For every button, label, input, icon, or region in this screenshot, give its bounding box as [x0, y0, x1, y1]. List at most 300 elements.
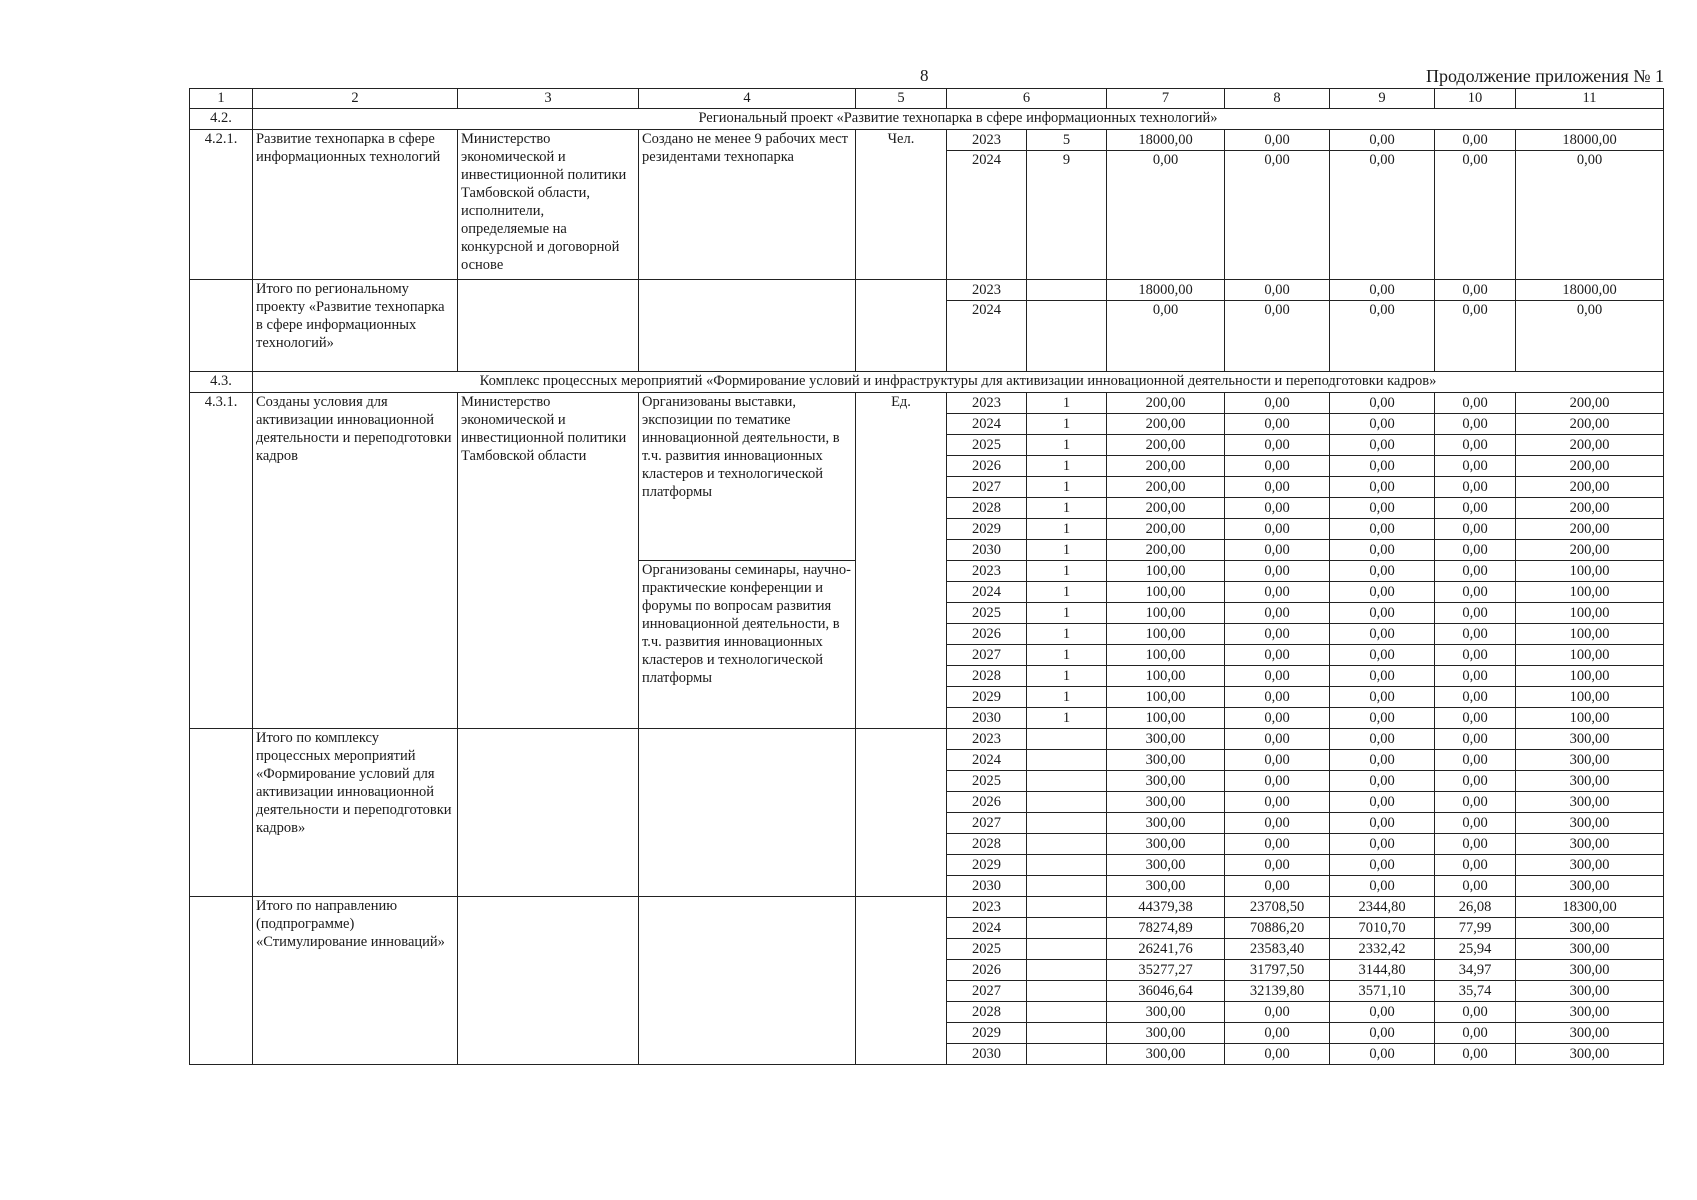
- amount-cell: 0,00: [1330, 729, 1435, 750]
- amount-cell: 0,00: [1435, 477, 1516, 498]
- header-cell: 9: [1330, 89, 1435, 109]
- amount-cell: 0,00: [1225, 414, 1330, 435]
- year-cell: 2026: [947, 960, 1027, 981]
- item-executor: Министерство экономической и инвестиционной политики Тамбовской области, исполнители, определяемые на конкурсной и договорной основе: [458, 130, 639, 280]
- amount-cell: 26,08: [1435, 897, 1516, 918]
- amount-cell: 44379,38: [1107, 897, 1225, 918]
- amount-cell: 0,00: [1225, 1023, 1330, 1044]
- indicator-value-cell: 1: [1027, 624, 1107, 645]
- amount-cell: 0,00: [1435, 280, 1516, 301]
- year-cell: 2029: [947, 1023, 1027, 1044]
- amount-cell: 0,00: [1225, 498, 1330, 519]
- year-cell: 2023: [947, 280, 1027, 301]
- year-cell: 2024: [947, 301, 1027, 372]
- amount-cell: 78274,89: [1107, 918, 1225, 939]
- indicator-value-cell: 1: [1027, 540, 1107, 561]
- year-cell: 2024: [947, 414, 1027, 435]
- amount-cell: 0,00: [1330, 151, 1435, 280]
- table-row: [190, 393, 1664, 414]
- amount-cell: 7010,70: [1330, 918, 1435, 939]
- amount-cell: 0,00: [1435, 393, 1516, 414]
- amount-cell: 300,00: [1516, 834, 1664, 855]
- amount-cell: 0,00: [1225, 130, 1330, 151]
- amount-cell: 0,00: [1225, 280, 1330, 301]
- year-cell: 2028: [947, 498, 1027, 519]
- indicator-value-cell: 9: [1027, 151, 1107, 280]
- indicator-value-cell: 1: [1027, 645, 1107, 666]
- table-row: [190, 729, 1664, 750]
- amount-cell: 300,00: [1107, 813, 1225, 834]
- indicator-value-cell: [1027, 813, 1107, 834]
- amount-cell: 0,00: [1435, 813, 1516, 834]
- amount-cell: 3571,10: [1330, 981, 1435, 1002]
- amount-cell: 0,00: [1225, 645, 1330, 666]
- amount-cell: 300,00: [1516, 750, 1664, 771]
- amount-cell: 100,00: [1107, 582, 1225, 603]
- indicator-value-cell: [1027, 918, 1107, 939]
- year-cell: 2025: [947, 771, 1027, 792]
- empty-cell: [639, 280, 856, 372]
- table-row: [190, 897, 1664, 918]
- amount-cell: 0,00: [1225, 477, 1330, 498]
- amount-cell: 23583,40: [1225, 939, 1330, 960]
- section-row: [190, 109, 1664, 130]
- amount-cell: 0,00: [1435, 1044, 1516, 1065]
- amount-cell: 0,00: [1330, 456, 1435, 477]
- empty-cell: [458, 280, 639, 372]
- header-row: [190, 89, 1664, 109]
- amount-cell: 0,00: [1435, 151, 1516, 280]
- amount-cell: 300,00: [1516, 1002, 1664, 1023]
- amount-cell: 0,00: [1435, 687, 1516, 708]
- indicator-value-cell: 1: [1027, 561, 1107, 582]
- indicator-value-cell: [1027, 855, 1107, 876]
- amount-cell: 0,00: [1435, 771, 1516, 792]
- amount-cell: 0,00: [1225, 750, 1330, 771]
- item-indicator: Организованы выставки, экспозиции по тематике инновационной деятельности, в т.ч. развития инновационных кластеров и технологической платформы: [639, 393, 856, 561]
- amount-cell: 300,00: [1516, 813, 1664, 834]
- amount-cell: 0,00: [1435, 519, 1516, 540]
- indicator-value-cell: [1027, 301, 1107, 372]
- amount-cell: 0,00: [1330, 771, 1435, 792]
- amount-cell: 0,00: [1225, 561, 1330, 582]
- amount-cell: 0,00: [1330, 435, 1435, 456]
- amount-cell: 300,00: [1107, 1002, 1225, 1023]
- amount-cell: 200,00: [1107, 435, 1225, 456]
- indicator-value-cell: [1027, 876, 1107, 897]
- header-cell: 10: [1435, 89, 1516, 109]
- amount-cell: 0,00: [1225, 708, 1330, 729]
- indicator-value-cell: 1: [1027, 477, 1107, 498]
- item-code: 4.2.1.: [190, 130, 253, 280]
- year-cell: 2029: [947, 519, 1027, 540]
- amount-cell: 0,00: [1435, 498, 1516, 519]
- indicator-value-cell: 1: [1027, 603, 1107, 624]
- amount-cell: 0,00: [1330, 834, 1435, 855]
- year-cell: 2026: [947, 624, 1027, 645]
- amount-cell: 0,00: [1435, 456, 1516, 477]
- amount-cell: 200,00: [1516, 477, 1664, 498]
- amount-cell: 18000,00: [1107, 130, 1225, 151]
- amount-cell: 100,00: [1516, 687, 1664, 708]
- amount-cell: 0,00: [1225, 666, 1330, 687]
- amount-cell: 300,00: [1107, 729, 1225, 750]
- amount-cell: 200,00: [1107, 540, 1225, 561]
- indicator-value-cell: [1027, 280, 1107, 301]
- indicator-value-cell: 1: [1027, 666, 1107, 687]
- amount-cell: 100,00: [1516, 624, 1664, 645]
- amount-cell: 18300,00: [1516, 897, 1664, 918]
- year-cell: 2030: [947, 876, 1027, 897]
- amount-cell: 18000,00: [1516, 280, 1664, 301]
- header-cell: 4: [639, 89, 856, 109]
- year-cell: 2028: [947, 666, 1027, 687]
- amount-cell: 200,00: [1107, 519, 1225, 540]
- amount-cell: 0,00: [1435, 855, 1516, 876]
- year-cell: 2027: [947, 813, 1027, 834]
- amount-cell: 200,00: [1516, 540, 1664, 561]
- indicator-value-cell: 1: [1027, 687, 1107, 708]
- amount-cell: 200,00: [1516, 519, 1664, 540]
- amount-cell: 0,00: [1330, 301, 1435, 372]
- amount-cell: 0,00: [1225, 435, 1330, 456]
- year-cell: 2023: [947, 130, 1027, 151]
- amount-cell: 300,00: [1107, 876, 1225, 897]
- indicator-value-cell: [1027, 792, 1107, 813]
- amount-cell: 200,00: [1516, 414, 1664, 435]
- amount-cell: 0,00: [1107, 151, 1225, 280]
- year-cell: 2030: [947, 540, 1027, 561]
- amount-cell: 0,00: [1225, 813, 1330, 834]
- amount-cell: 300,00: [1107, 1023, 1225, 1044]
- amount-cell: 100,00: [1516, 666, 1664, 687]
- year-cell: 2025: [947, 435, 1027, 456]
- year-cell: 2023: [947, 897, 1027, 918]
- year-cell: 2023: [947, 561, 1027, 582]
- empty-cell: [190, 729, 253, 897]
- amount-cell: 0,00: [1225, 582, 1330, 603]
- amount-cell: 0,00: [1330, 750, 1435, 771]
- amount-cell: 0,00: [1225, 855, 1330, 876]
- amount-cell: 100,00: [1107, 561, 1225, 582]
- empty-cell: [856, 280, 947, 372]
- amount-cell: 0,00: [1225, 301, 1330, 372]
- amount-cell: 300,00: [1516, 918, 1664, 939]
- item-executor: Министерство экономической и инвестиционной политики Тамбовской области: [458, 393, 639, 729]
- indicator-value-cell: [1027, 771, 1107, 792]
- year-cell: 2027: [947, 645, 1027, 666]
- amount-cell: 0,00: [1435, 750, 1516, 771]
- indicator-value-cell: [1027, 729, 1107, 750]
- amount-cell: 0,00: [1435, 645, 1516, 666]
- amount-cell: 100,00: [1516, 582, 1664, 603]
- empty-cell: [190, 897, 253, 1065]
- header-cell: 8: [1225, 89, 1330, 109]
- amount-cell: 0,00: [1225, 603, 1330, 624]
- amount-cell: 0,00: [1435, 1023, 1516, 1044]
- amount-cell: 0,00: [1330, 519, 1435, 540]
- amount-cell: 300,00: [1516, 876, 1664, 897]
- indicator-value-cell: 1: [1027, 498, 1107, 519]
- amount-cell: 0,00: [1330, 477, 1435, 498]
- amount-cell: 200,00: [1107, 393, 1225, 414]
- year-cell: 2026: [947, 456, 1027, 477]
- amount-cell: 0,00: [1435, 582, 1516, 603]
- year-cell: 2024: [947, 750, 1027, 771]
- amount-cell: 0,00: [1225, 687, 1330, 708]
- amount-cell: 36046,64: [1107, 981, 1225, 1002]
- year-cell: 2026: [947, 792, 1027, 813]
- amount-cell: 25,94: [1435, 939, 1516, 960]
- indicator-value-cell: 1: [1027, 435, 1107, 456]
- amount-cell: 0,00: [1225, 456, 1330, 477]
- amount-cell: 0,00: [1330, 855, 1435, 876]
- indicator-value-cell: [1027, 981, 1107, 1002]
- amount-cell: 300,00: [1516, 960, 1664, 981]
- amount-cell: 300,00: [1516, 792, 1664, 813]
- amount-cell: 100,00: [1516, 603, 1664, 624]
- header-cell: 3: [458, 89, 639, 109]
- amount-cell: 0,00: [1107, 301, 1225, 372]
- amount-cell: 0,00: [1435, 435, 1516, 456]
- amount-cell: 300,00: [1516, 981, 1664, 1002]
- amount-cell: 200,00: [1516, 393, 1664, 414]
- amount-cell: 2344,80: [1330, 897, 1435, 918]
- amount-cell: 200,00: [1107, 414, 1225, 435]
- indicator-value-cell: 1: [1027, 708, 1107, 729]
- amount-cell: 300,00: [1107, 834, 1225, 855]
- year-cell: 2030: [947, 708, 1027, 729]
- amount-cell: 0,00: [1330, 792, 1435, 813]
- header-cell: 7: [1107, 89, 1225, 109]
- item-name: Развитие технопарка в сфере информационных технологий: [253, 130, 458, 280]
- indicator-value-cell: 1: [1027, 456, 1107, 477]
- indicator-value-cell: [1027, 1023, 1107, 1044]
- amount-cell: 70886,20: [1225, 918, 1330, 939]
- year-cell: 2025: [947, 939, 1027, 960]
- amount-cell: 0,00: [1435, 834, 1516, 855]
- header-cell: 1: [190, 89, 253, 109]
- year-cell: 2024: [947, 918, 1027, 939]
- amount-cell: 0,00: [1516, 151, 1664, 280]
- amount-cell: 77,99: [1435, 918, 1516, 939]
- indicator-value-cell: [1027, 1044, 1107, 1065]
- amount-cell: 0,00: [1225, 519, 1330, 540]
- amount-cell: 0,00: [1225, 393, 1330, 414]
- amount-cell: 300,00: [1516, 939, 1664, 960]
- item-unit: Чел.: [856, 130, 947, 280]
- amount-cell: 0,00: [1330, 130, 1435, 151]
- item-indicator: Создано не менее 9 рабочих мест резидентами технопарка: [639, 130, 856, 280]
- year-cell: 2025: [947, 603, 1027, 624]
- amount-cell: 0,00: [1435, 792, 1516, 813]
- empty-cell: [458, 897, 639, 1065]
- amount-cell: 0,00: [1225, 540, 1330, 561]
- amount-cell: 300,00: [1107, 855, 1225, 876]
- amount-cell: 200,00: [1516, 498, 1664, 519]
- page-number: 8: [920, 66, 929, 85]
- amount-cell: 2332,42: [1330, 939, 1435, 960]
- amount-cell: 0,00: [1435, 876, 1516, 897]
- year-cell: 2027: [947, 477, 1027, 498]
- amount-cell: 300,00: [1516, 1044, 1664, 1065]
- indicator-value-cell: 5: [1027, 130, 1107, 151]
- amount-cell: 35277,27: [1107, 960, 1225, 981]
- amount-cell: 100,00: [1107, 708, 1225, 729]
- amount-cell: 0,00: [1330, 1023, 1435, 1044]
- amount-cell: 300,00: [1107, 771, 1225, 792]
- amount-cell: 0,00: [1330, 540, 1435, 561]
- header-cell: 2: [253, 89, 458, 109]
- item-unit: Ед.: [856, 393, 947, 729]
- amount-cell: 0,00: [1435, 561, 1516, 582]
- item-code: 4.3.1.: [190, 393, 253, 729]
- indicator-value-cell: 1: [1027, 519, 1107, 540]
- amount-cell: 0,00: [1330, 666, 1435, 687]
- amount-cell: 300,00: [1516, 729, 1664, 750]
- amount-cell: 0,00: [1435, 301, 1516, 372]
- header-cell: 6: [947, 89, 1107, 109]
- amount-cell: 0,00: [1435, 729, 1516, 750]
- amount-cell: 0,00: [1435, 666, 1516, 687]
- amount-cell: 18000,00: [1516, 130, 1664, 151]
- amount-cell: 0,00: [1330, 624, 1435, 645]
- amount-cell: 0,00: [1330, 708, 1435, 729]
- amount-cell: 300,00: [1516, 771, 1664, 792]
- amount-cell: 0,00: [1435, 603, 1516, 624]
- data-table: [189, 88, 1664, 1065]
- amount-cell: 0,00: [1330, 393, 1435, 414]
- amount-cell: 23708,50: [1225, 897, 1330, 918]
- amount-cell: 0,00: [1435, 414, 1516, 435]
- amount-cell: 100,00: [1107, 624, 1225, 645]
- amount-cell: 0,00: [1225, 792, 1330, 813]
- amount-cell: 0,00: [1330, 603, 1435, 624]
- amount-cell: 0,00: [1330, 1002, 1435, 1023]
- year-cell: 2029: [947, 855, 1027, 876]
- empty-cell: [639, 897, 856, 1065]
- amount-cell: 0,00: [1330, 280, 1435, 301]
- year-cell: 2027: [947, 981, 1027, 1002]
- indicator-value-cell: 1: [1027, 582, 1107, 603]
- header-cell: 11: [1516, 89, 1664, 109]
- table-row: [190, 280, 1664, 301]
- amount-cell: 300,00: [1516, 855, 1664, 876]
- indicator-value-cell: [1027, 939, 1107, 960]
- section-title: Комплекс процессных мероприятий «Формирование условий и инфраструктуры для активизации инновационной деятельности и переподготовки кадров»: [253, 372, 1664, 393]
- amount-cell: 200,00: [1516, 456, 1664, 477]
- empty-cell: [639, 729, 856, 897]
- empty-cell: [856, 897, 947, 1065]
- section-row: [190, 372, 1664, 393]
- amount-cell: 200,00: [1107, 456, 1225, 477]
- year-cell: 2028: [947, 1002, 1027, 1023]
- amount-cell: 0,00: [1225, 771, 1330, 792]
- amount-cell: 34,97: [1435, 960, 1516, 981]
- amount-cell: 0,00: [1225, 876, 1330, 897]
- amount-cell: 0,00: [1330, 498, 1435, 519]
- amount-cell: 0,00: [1330, 876, 1435, 897]
- indicator-value-cell: [1027, 750, 1107, 771]
- year-cell: 2028: [947, 834, 1027, 855]
- indicator-value-cell: [1027, 834, 1107, 855]
- amount-cell: 100,00: [1107, 645, 1225, 666]
- amount-cell: 200,00: [1516, 435, 1664, 456]
- amount-cell: 100,00: [1107, 603, 1225, 624]
- amount-cell: 35,74: [1435, 981, 1516, 1002]
- amount-cell: 0,00: [1435, 708, 1516, 729]
- amount-cell: 3144,80: [1330, 960, 1435, 981]
- amount-cell: 0,00: [1330, 645, 1435, 666]
- year-cell: 2023: [947, 393, 1027, 414]
- item-indicator: Организованы семинары, научно-практические конференции и форумы по вопросам развития инновационной деятельности, в т.ч. развития инновационных кластеров и технологической платформы: [639, 561, 856, 729]
- section-code: 4.2.: [190, 109, 253, 130]
- amount-cell: 100,00: [1516, 645, 1664, 666]
- amount-cell: 26241,76: [1107, 939, 1225, 960]
- indicator-value-cell: 1: [1027, 393, 1107, 414]
- item-name: Созданы условия для активизации инновационной деятельности и переподготовки кадров: [253, 393, 458, 729]
- amount-cell: 100,00: [1516, 561, 1664, 582]
- amount-cell: 31797,50: [1225, 960, 1330, 981]
- amount-cell: 0,00: [1225, 729, 1330, 750]
- amount-cell: 0,00: [1225, 834, 1330, 855]
- empty-cell: [856, 729, 947, 897]
- year-cell: 2029: [947, 687, 1027, 708]
- amount-cell: 100,00: [1516, 708, 1664, 729]
- amount-cell: 200,00: [1107, 477, 1225, 498]
- header-cell: 5: [856, 89, 947, 109]
- table-row: [190, 130, 1664, 151]
- amount-cell: 0,00: [1330, 414, 1435, 435]
- amount-cell: 18000,00: [1107, 280, 1225, 301]
- amount-cell: 100,00: [1107, 687, 1225, 708]
- total-name: Итого по региональному проекту «Развитие технопарка в сфере информационных технологий»: [253, 280, 458, 372]
- amount-cell: 300,00: [1107, 1044, 1225, 1065]
- empty-cell: [458, 729, 639, 897]
- total-name: Итого по направлению (подпрограмме) «Стимулирование инноваций»: [253, 897, 458, 1065]
- amount-cell: 32139,80: [1225, 981, 1330, 1002]
- amount-cell: 0,00: [1225, 1044, 1330, 1065]
- amount-cell: 0,00: [1435, 130, 1516, 151]
- amount-cell: 0,00: [1435, 624, 1516, 645]
- year-cell: 2030: [947, 1044, 1027, 1065]
- indicator-value-cell: 1: [1027, 414, 1107, 435]
- amount-cell: 0,00: [1435, 540, 1516, 561]
- empty-cell: [190, 280, 253, 372]
- amount-cell: 0,00: [1330, 582, 1435, 603]
- amount-cell: 300,00: [1107, 792, 1225, 813]
- amount-cell: 0,00: [1225, 624, 1330, 645]
- amount-cell: 0,00: [1225, 151, 1330, 280]
- section-title: Региональный проект «Развитие технопарка в сфере информационных технологий»: [253, 109, 1664, 130]
- amount-cell: 200,00: [1107, 498, 1225, 519]
- indicator-value-cell: [1027, 960, 1107, 981]
- amount-cell: 0,00: [1225, 1002, 1330, 1023]
- amount-cell: 300,00: [1516, 1023, 1664, 1044]
- indicator-value-cell: [1027, 897, 1107, 918]
- total-name: Итого по комплексу процессных мероприятий «Формирование условий для активизации инновационной деятельности и переподготовки кадров»: [253, 729, 458, 897]
- amount-cell: 300,00: [1107, 750, 1225, 771]
- amount-cell: 0,00: [1330, 561, 1435, 582]
- indicator-value-cell: [1027, 1002, 1107, 1023]
- year-cell: 2023: [947, 729, 1027, 750]
- amount-cell: 0,00: [1330, 813, 1435, 834]
- continuation-title: Продолжение приложения № 1: [1425, 66, 1664, 86]
- amount-cell: 0,00: [1330, 687, 1435, 708]
- amount-cell: 0,00: [1330, 1044, 1435, 1065]
- amount-cell: 100,00: [1107, 666, 1225, 687]
- section-code: 4.3.: [190, 372, 253, 393]
